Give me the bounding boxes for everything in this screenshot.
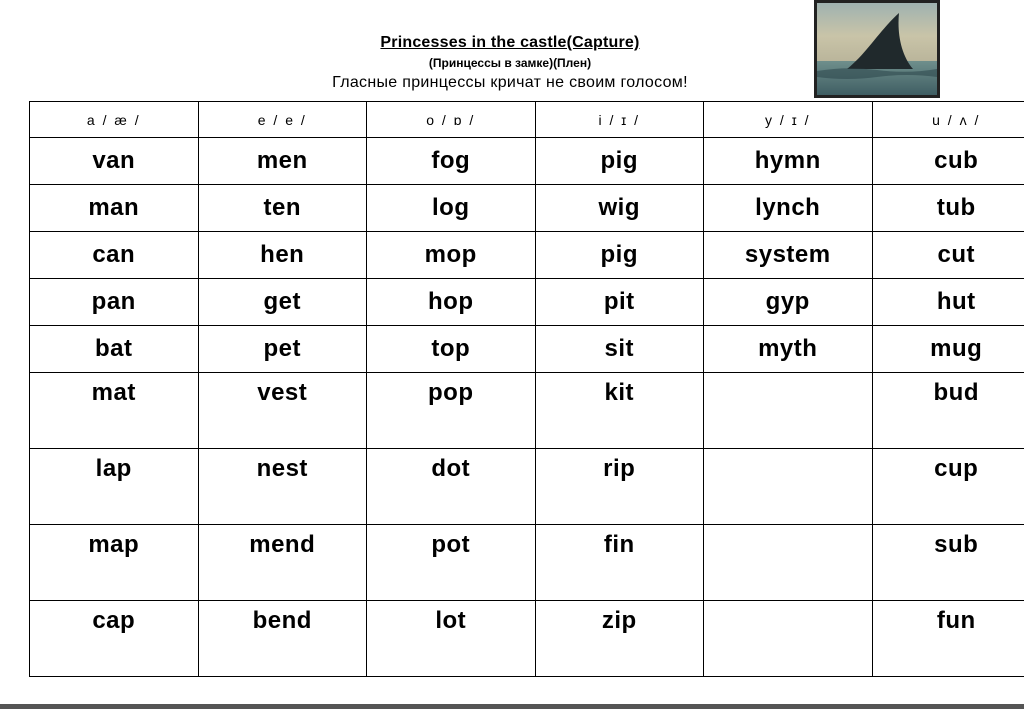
word-cell: lot [367, 601, 536, 677]
word-cell: hen [198, 232, 367, 279]
word-cell: lap [30, 449, 199, 525]
word-cell: zip [535, 601, 704, 677]
shark-fin-icon [817, 3, 937, 95]
word-cell: dot [367, 449, 536, 525]
word-cell: pig [535, 138, 704, 185]
table-row [30, 326, 1024, 373]
word-cell: top [367, 326, 536, 373]
vowel-word-table [29, 101, 1024, 677]
table-row [30, 138, 1024, 185]
title-block [200, 34, 820, 92]
word-cell: pop [367, 373, 536, 449]
word-cell: nest [198, 449, 367, 525]
word-cell: fin [535, 525, 704, 601]
word-cell: fun [872, 601, 1024, 677]
word-cell [704, 601, 873, 677]
word-cell: mop [367, 232, 536, 279]
word-cell: hop [367, 279, 536, 326]
word-cell: bend [198, 601, 367, 677]
table-row [30, 601, 1024, 677]
word-cell: ten [198, 185, 367, 232]
word-cell [704, 525, 873, 601]
word-cell: man [30, 185, 199, 232]
word-cell: van [30, 138, 199, 185]
column-header: i / ɪ / [535, 102, 704, 138]
page-subtitle: (Принцессы в замке)(Плен) [428, 56, 592, 70]
table-row [30, 279, 1024, 326]
table-row [30, 449, 1024, 525]
word-cell: pig [535, 232, 704, 279]
word-cell: myth [704, 326, 873, 373]
bottom-border [0, 704, 1024, 709]
word-cell: log [367, 185, 536, 232]
word-cell: sit [535, 326, 704, 373]
word-cell: cap [30, 601, 199, 677]
word-cell: map [30, 525, 199, 601]
word-cell: pit [535, 279, 704, 326]
word-cell: men [198, 138, 367, 185]
word-cell: gyp [704, 279, 873, 326]
word-cell: mend [198, 525, 367, 601]
word-cell: system [704, 232, 873, 279]
word-cell: tub [872, 185, 1024, 232]
word-cell: pan [30, 279, 199, 326]
word-cell: pot [367, 525, 536, 601]
shark-fin-photo [814, 0, 940, 98]
page-title: Princesses in the castle(Capture) [380, 34, 640, 51]
column-header: a / æ / [30, 102, 199, 138]
table-row [30, 373, 1024, 449]
word-cell: mat [30, 373, 199, 449]
table-row [30, 232, 1024, 279]
word-cell: hymn [704, 138, 873, 185]
page-tagline: Гласные принцессы кричат не своим голосом! [332, 74, 688, 91]
word-cell: can [30, 232, 199, 279]
word-cell [704, 449, 873, 525]
word-cell: mug [872, 326, 1024, 373]
word-cell: rip [535, 449, 704, 525]
word-cell: bat [30, 326, 199, 373]
word-cell: sub [872, 525, 1024, 601]
word-cell: bud [872, 373, 1024, 449]
table-row [30, 185, 1024, 232]
word-cell: hut [872, 279, 1024, 326]
column-header: u / ʌ / [872, 102, 1024, 138]
table-row [30, 525, 1024, 601]
word-cell: cup [872, 449, 1024, 525]
table-header-row [30, 102, 1024, 138]
word-cell [704, 373, 873, 449]
word-cell: get [198, 279, 367, 326]
word-cell: cut [872, 232, 1024, 279]
word-cell: vest [198, 373, 367, 449]
word-cell: lynch [704, 185, 873, 232]
word-cell: pet [198, 326, 367, 373]
column-header: e / e / [198, 102, 367, 138]
word-cell: fog [367, 138, 536, 185]
word-cell: wig [535, 185, 704, 232]
column-header: y / ɪ / [704, 102, 873, 138]
column-header: o / ɒ / [367, 102, 536, 138]
word-cell: cub [872, 138, 1024, 185]
word-cell: kit [535, 373, 704, 449]
